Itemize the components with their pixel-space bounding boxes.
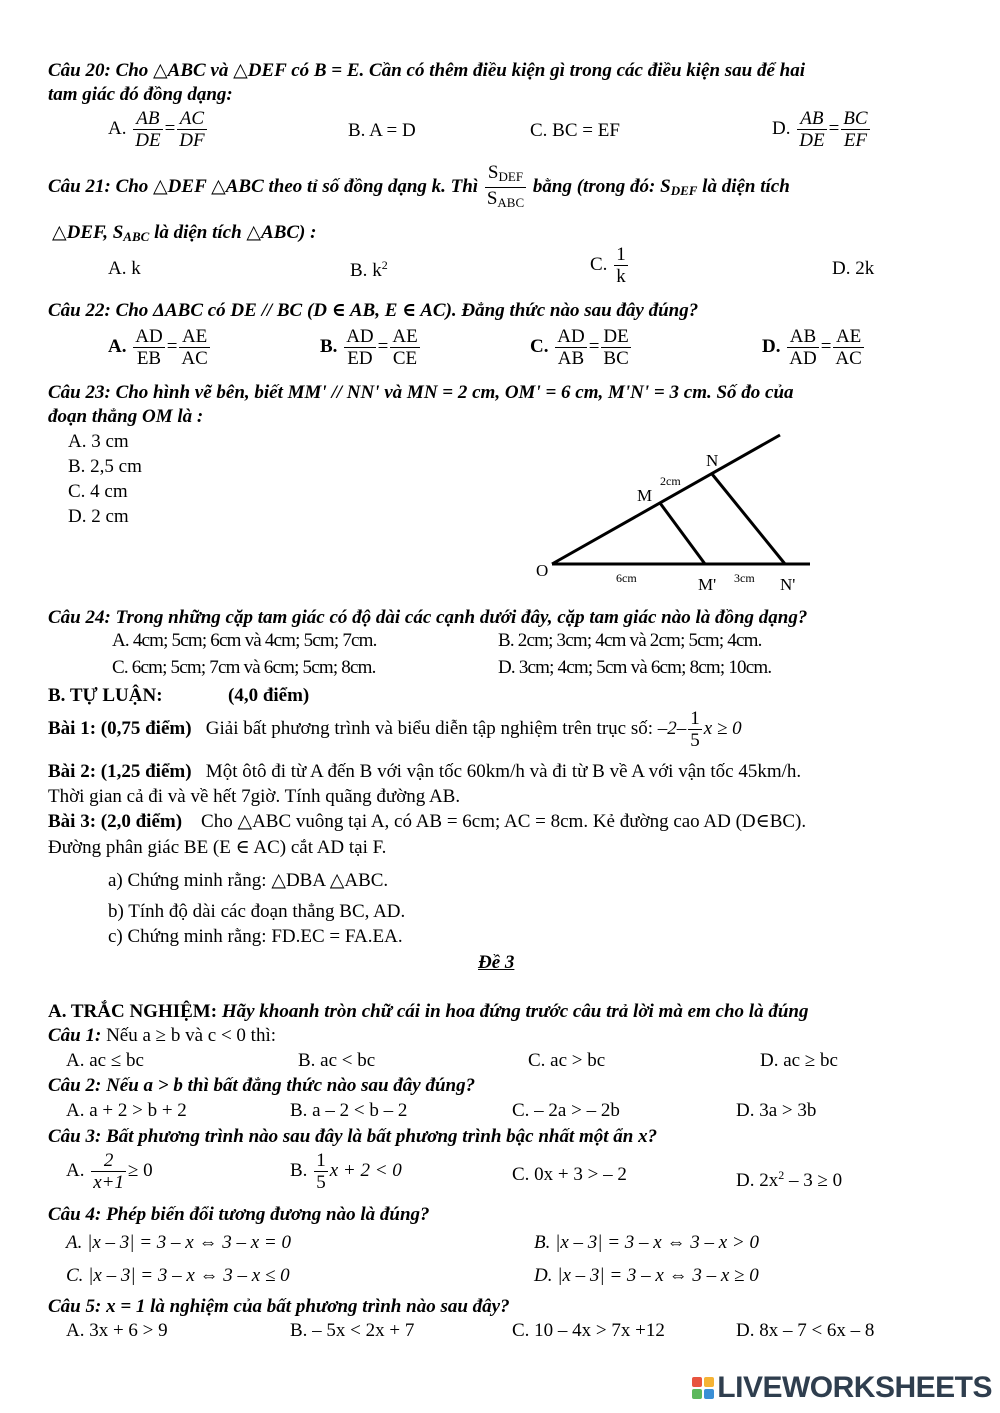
c2-option-c[interactable]: C. – 2a > – 2b: [512, 1100, 620, 1121]
q23-prompt-line1: Câu 23: Cho hình vẽ bên, biết MM' // NN' và MN = 2 cm, OM' = 6 cm, M'N' = 3 cm. Số đo của: [48, 382, 794, 403]
c1-option-d[interactable]: D. ac ≥ bc: [760, 1050, 838, 1071]
de3-section-heading: A. TRẮC NGHIỆM: Hãy khoanh tròn chữ cái in hoa đứng trước câu trả lời mà em cho là đúng: [48, 1001, 809, 1022]
bai3-line2: Đường phân giác BE (E ∈ AC) cắt AD tại F.: [48, 837, 387, 858]
bai3-line1: Bài 3: (2,0 điểm) Cho △ABC vuông tại A, có AB = 6cm; AC = 8cm. Kẻ đường cao AD (D∈BC).: [48, 811, 807, 832]
c3-option-c[interactable]: C. 0x + 3 > – 2: [512, 1164, 627, 1185]
q22-prompt: Câu 22: Cho ΔABC có DE // BC (D ∈ AB, E ∈ AC). Đẳng thức nào sau đây đúng?: [48, 300, 699, 321]
fraction: $\frac{2}{x+1}$: [93, 1150, 124, 1193]
fraction: $\frac{AC}{DF}$: [179, 108, 205, 151]
fraction: $\frac{AB}{DE}$: [135, 108, 161, 151]
q23-option-d[interactable]: D. 2 cm: [68, 506, 129, 527]
q20-option-a[interactable]: A. $\frac{AB}{DE}$ = $\frac{AC}{DF}$: [108, 108, 205, 151]
q22-option-d[interactable]: D. $\frac{AB}{AD}$ = $\frac{AE}{AC}$: [762, 326, 862, 369]
c2-prompt: Câu 2: Nếu a > b thì bất đẳng thức nào sau đây đúng?: [48, 1075, 476, 1096]
bai2-line1: Bài 2: (1,25 điểm) Một ôtô đi từ A đến B với vận tốc 60km/h và đi từ B về A với vận tốc 45km/h.: [48, 761, 802, 782]
fraction: $\frac{AB}{AD}$: [789, 326, 817, 369]
tuluan-points: (4,0 điểm): [228, 685, 310, 706]
label-m: M: [637, 486, 653, 505]
label-m-prime: M': [698, 575, 717, 594]
q21-option-c[interactable]: C. $\frac{1}{k}$: [590, 244, 626, 287]
q24-option-b[interactable]: B. 2cm; 3cm; 4cm và 2cm; 5cm; 4cm.: [498, 630, 762, 651]
liveworksheets-logo-icon: [692, 1377, 714, 1399]
fraction: $\frac{AD}{ED}$: [346, 326, 374, 369]
q20-option-c[interactable]: C. BC = EF: [530, 120, 620, 141]
fraction: $\frac{AB}{DE}$: [799, 108, 825, 151]
q23-prompt-line2: đoạn thẳng OM là :: [48, 406, 204, 427]
fraction: $\frac{AD}{AB}$: [557, 326, 585, 369]
label-o: O: [536, 561, 549, 580]
option-label: A.: [108, 117, 127, 139]
bai3-a: a) Chứng minh rằng: △DBA △ABC.: [108, 870, 389, 891]
liveworksheets-logo-text: LIVEWORKSHEETS: [717, 1371, 992, 1404]
q22-option-b[interactable]: B. $\frac{AD}{ED}$ = $\frac{AE}{CE}$: [320, 326, 418, 369]
label-om1-length: 6cm: [616, 571, 637, 585]
c3-option-d[interactable]: D. $2x^2 - 3 \ge 0$: [736, 1168, 843, 1191]
c5-option-c[interactable]: C. 10 – 4x > 7x +12: [512, 1320, 665, 1341]
q24-option-c[interactable]: C. 6cm; 5cm; 7cm và 6cm; 5cm; 8cm.: [112, 657, 376, 678]
fraction: $\frac{BC}{EF}$: [843, 108, 868, 151]
fraction: $\frac{DE}{BC}$: [603, 326, 629, 369]
c5-option-d[interactable]: D. 8x – 7 < 6x – 8: [736, 1320, 875, 1341]
q23-option-b[interactable]: B. 2,5 cm: [68, 456, 142, 477]
logo-square: [704, 1377, 714, 1387]
c1-option-a[interactable]: A. ac ≤ bc: [66, 1050, 144, 1071]
bai3-b: b) Tính độ dài các đoạn thẳng BC, AD.: [108, 901, 406, 922]
bai3-c: c) Chứng minh rằng: FD.EC = FA.EA.: [108, 926, 403, 947]
segment-nn1: [712, 474, 785, 564]
q20-prompt-line1: Câu 20: Cho △ABC và △DEF có B = E. Cần có thêm điều kiện gì trong các điều kiện sau để hai: [48, 60, 806, 81]
segment-mm1: [660, 503, 705, 564]
bai2-line2: Thời gian cả đi và về hết 7giờ. Tính quãng đường AB.: [48, 786, 461, 807]
q23-option-a[interactable]: A. 3 cm: [68, 431, 129, 452]
de3-title: Đề 3: [478, 952, 515, 973]
c1-option-c[interactable]: C. ac > bc: [528, 1050, 606, 1071]
q21-option-b[interactable]: B. $k^2$: [350, 258, 388, 281]
fraction: $\frac{AE}{AC}$: [181, 326, 208, 369]
q21-prompt-line2: △DEF, $S_{ABC}$ là diện tích △ABC) :: [52, 222, 317, 244]
q21-option-d[interactable]: D. 2k: [832, 258, 875, 279]
c1-prompt: Câu 1: Nếu a ≥ b và c < 0 thì:: [48, 1025, 277, 1046]
q20-prompt-line2: tam giác đó đồng dạng:: [48, 84, 233, 105]
ray-on: [552, 435, 780, 564]
q22-option-a[interactable]: A. $\frac{AD}{EB}$ = $\frac{AE}{AC}$: [108, 326, 208, 369]
c3-option-a[interactable]: A. $\frac{2}{x+1}$ ≥ 0: [66, 1150, 153, 1193]
label-n: N: [706, 451, 719, 470]
q23-option-c[interactable]: C. 4 cm: [68, 481, 128, 502]
logo-square: [704, 1389, 714, 1399]
label-m1n1-length: 3cm: [734, 571, 755, 585]
c2-option-a[interactable]: A. a + 2 > b + 2: [66, 1100, 187, 1121]
q20-option-d[interactable]: D. $\frac{AB}{DE}$ = $\frac{BC}{EF}$: [772, 108, 868, 151]
label-n-prime: N': [780, 575, 796, 594]
tuluan-heading: B. TỰ LUẬN:: [48, 685, 163, 706]
q21-option-a[interactable]: A. k: [108, 258, 141, 279]
c3-prompt: Câu 3: Bất phương trình nào sau đây là bất phương trình bậc nhất một ẩn x?: [48, 1126, 658, 1147]
logo-square: [692, 1377, 702, 1387]
fraction: $\frac{AD}{EB}$: [135, 326, 163, 369]
c5-option-a[interactable]: A. 3x + 6 > 9: [66, 1320, 168, 1341]
label-mn-length: 2cm: [660, 474, 681, 488]
fraction: $\frac{AE}{CE}$: [392, 326, 418, 369]
q24-option-d[interactable]: D. 3cm; 4cm; 5cm và 6cm; 8cm; 10cm.: [498, 657, 772, 678]
fraction: $\frac{1}{5}$: [316, 1150, 326, 1193]
q24-prompt: Câu 24: Trong những cặp tam giác có độ dài các cạnh dưới đây, cặp tam giác nào là đồng dạng?: [48, 607, 808, 628]
fraction: $\frac{AE}{AC}$: [835, 326, 862, 369]
c5-option-b[interactable]: B. – 5x < 2x + 7: [290, 1320, 415, 1341]
q22-option-c[interactable]: C. $\frac{AD}{AB}$ = $\frac{DE}{BC}$: [530, 326, 629, 369]
liveworksheets-logo: [692, 1371, 992, 1405]
logo-square: [692, 1389, 702, 1399]
fraction: $\frac{1}{5}$: [690, 708, 700, 751]
q21-prompt: Câu 21: Cho △DEF △ABC theo tỉ số đồng dạng k. Thì $\frac{S_{DEF}}{S_{ABC}}$ bằng (trong đó: $S_{DEF}$ là diện tích: [48, 162, 790, 213]
bai1: Bài 1: (0,75 điểm) Giải bất phương trình và biểu diễn tập nghiệm trên trục số: –2– $\frac{1}{5}$ x ≥ 0: [48, 708, 742, 751]
q23-figure: [520, 430, 820, 600]
c4-option-a[interactable]: A. |x – 3| = 3 – x ⇔ 3 – x = 0: [66, 1232, 291, 1253]
area-ratio-fraction: $\frac{S_{DEF}}{S_{ABC}}$: [486, 162, 525, 210]
c5-prompt: Câu 5: x = 1 là nghiệm của bất phương trình nào sau đây?: [48, 1296, 510, 1317]
q24-option-a[interactable]: A. 4cm; 5cm; 6cm và 4cm; 5cm; 7cm.: [112, 630, 377, 651]
c2-option-d[interactable]: D. 3a > 3b: [736, 1100, 817, 1121]
c4-option-d[interactable]: D. |x – 3| = 3 – x ⇔ 3 – x ≥ 0: [534, 1265, 759, 1286]
c4-option-c[interactable]: C. |x – 3| = 3 – x ⇔ 3 – x ≤ 0: [66, 1265, 290, 1286]
q20-option-b[interactable]: B. A = D: [348, 120, 416, 141]
c4-option-b[interactable]: B. |x – 3| = 3 – x ⇔ 3 – x > 0: [534, 1232, 759, 1253]
c1-option-b[interactable]: B. ac < bc: [298, 1050, 376, 1071]
fraction: $\frac{1}{k}$: [616, 244, 626, 287]
option-label: D.: [772, 117, 791, 139]
c3-option-b[interactable]: B. $\frac{1}{5}$ x + 2 < 0: [290, 1150, 402, 1193]
c2-option-b[interactable]: B. a – 2 < b – 2: [290, 1100, 408, 1121]
c4-prompt: Câu 4: Phép biến đổi tương đương nào là đúng?: [48, 1204, 430, 1225]
